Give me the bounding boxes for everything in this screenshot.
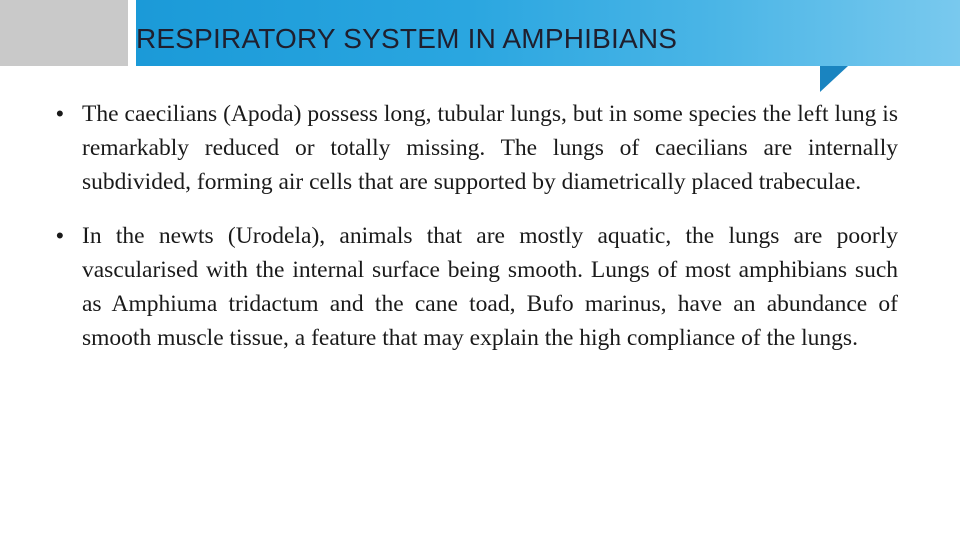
bullet-text: In the newts (Urodela), animals that are mostly aquatic, the lungs are poorly vascularised with the internal surface being smooth. Lungs of most amphibians such as Amphiuma tridactum and the cane toad, Bufo marinus, have an abundance of smooth muscle tissue, a feature that may explain the high compliance of the lungs.: [82, 223, 898, 351]
slide-title: RESPIRATORY SYSTEM IN AMPHIBIANS: [136, 23, 678, 54]
bullet-list: [56, 97, 898, 375]
header-blue-tab: [820, 66, 848, 92]
bullet-icon: •: [56, 101, 64, 126]
bullet-item-caecilians: [56, 97, 898, 199]
header-gray-block: [0, 0, 128, 66]
bullet-icon: •: [56, 223, 64, 248]
bullet-text: The caecilians (Apoda) possess long, tubular lungs, but in some species the left lung is remarkably reduced or totally missing. The lungs of caecilians are internally subdivided, forming air cells that are supported by diametrically placed trabeculae.: [82, 101, 898, 195]
bullet-item-newts: [56, 219, 898, 355]
